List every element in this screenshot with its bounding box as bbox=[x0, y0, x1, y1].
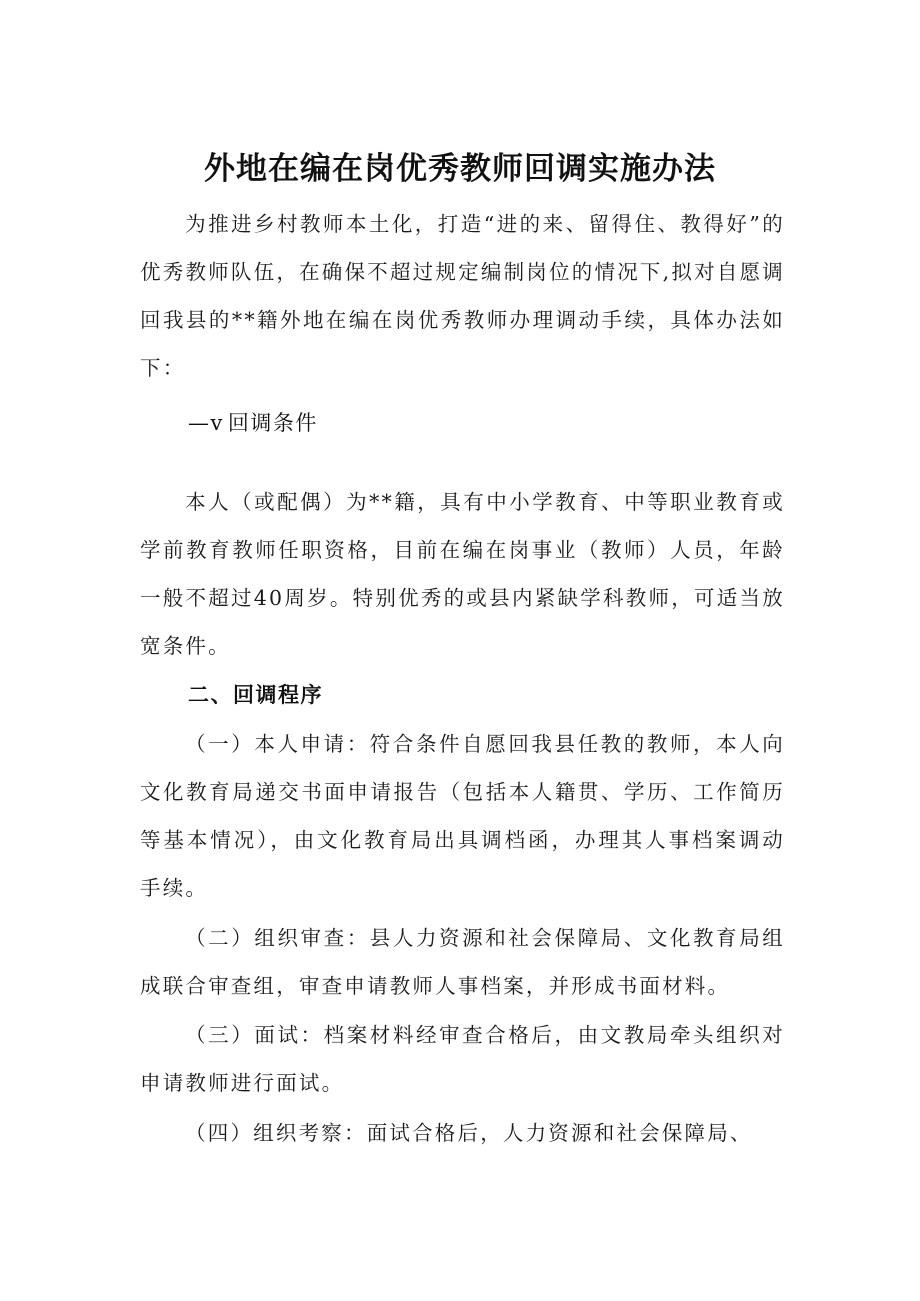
section-1-heading bbox=[188, 399, 318, 447]
section-2-item-1: （一）本人申请：符合条件自愿回我县任教的教师，本人向文化教育局递交书面申请报告（包括本人籍贯、学历、工作简历等基本情况），由文化教育局出具调档函，办理其人事档案调动手续。 bbox=[140, 732, 785, 900]
section-2-heading: 二、回调程序 bbox=[188, 683, 323, 707]
document-title: 外地在编在岗优秀教师回调实施办法 bbox=[204, 150, 716, 187]
section-2-item-3: （三）面试：档案材料经审查合格后，由文教局牵头组织对申请教师进行面试。 bbox=[140, 1023, 785, 1095]
section-2-item-4: （四）组织考察：面试合格后，人力资源和社会保障局、 bbox=[185, 1121, 753, 1145]
section-2-item-2: （二）组织审查：县人力资源和社会保障局、文化教育局组成联合审查组，审查申请教师人事档案，并形成书面材料。 bbox=[140, 926, 785, 998]
section-1-prefix: —v bbox=[188, 411, 224, 435]
intro-paragraph: 为推进乡村教师本土化，打造“进的来、留得住、教得好”的优秀教师队伍，在确保不超过规定编制岗位的情况下,拟对自愿调回我县的**籍外地在编在岗优秀教师办理调动手续，具体办法如下： bbox=[140, 212, 785, 380]
section-1-heading-text: 回调条件 bbox=[227, 411, 318, 435]
section-1-body: 本人（或配偶）为**籍，具有中小学教育、中等职业教育或学前教育教师任职资格，目前在编在岗事业（教师）人员，年龄一般不超过40周岁。特别优秀的或县内紧缺学科教师，可适当放宽条件。 bbox=[140, 490, 785, 658]
